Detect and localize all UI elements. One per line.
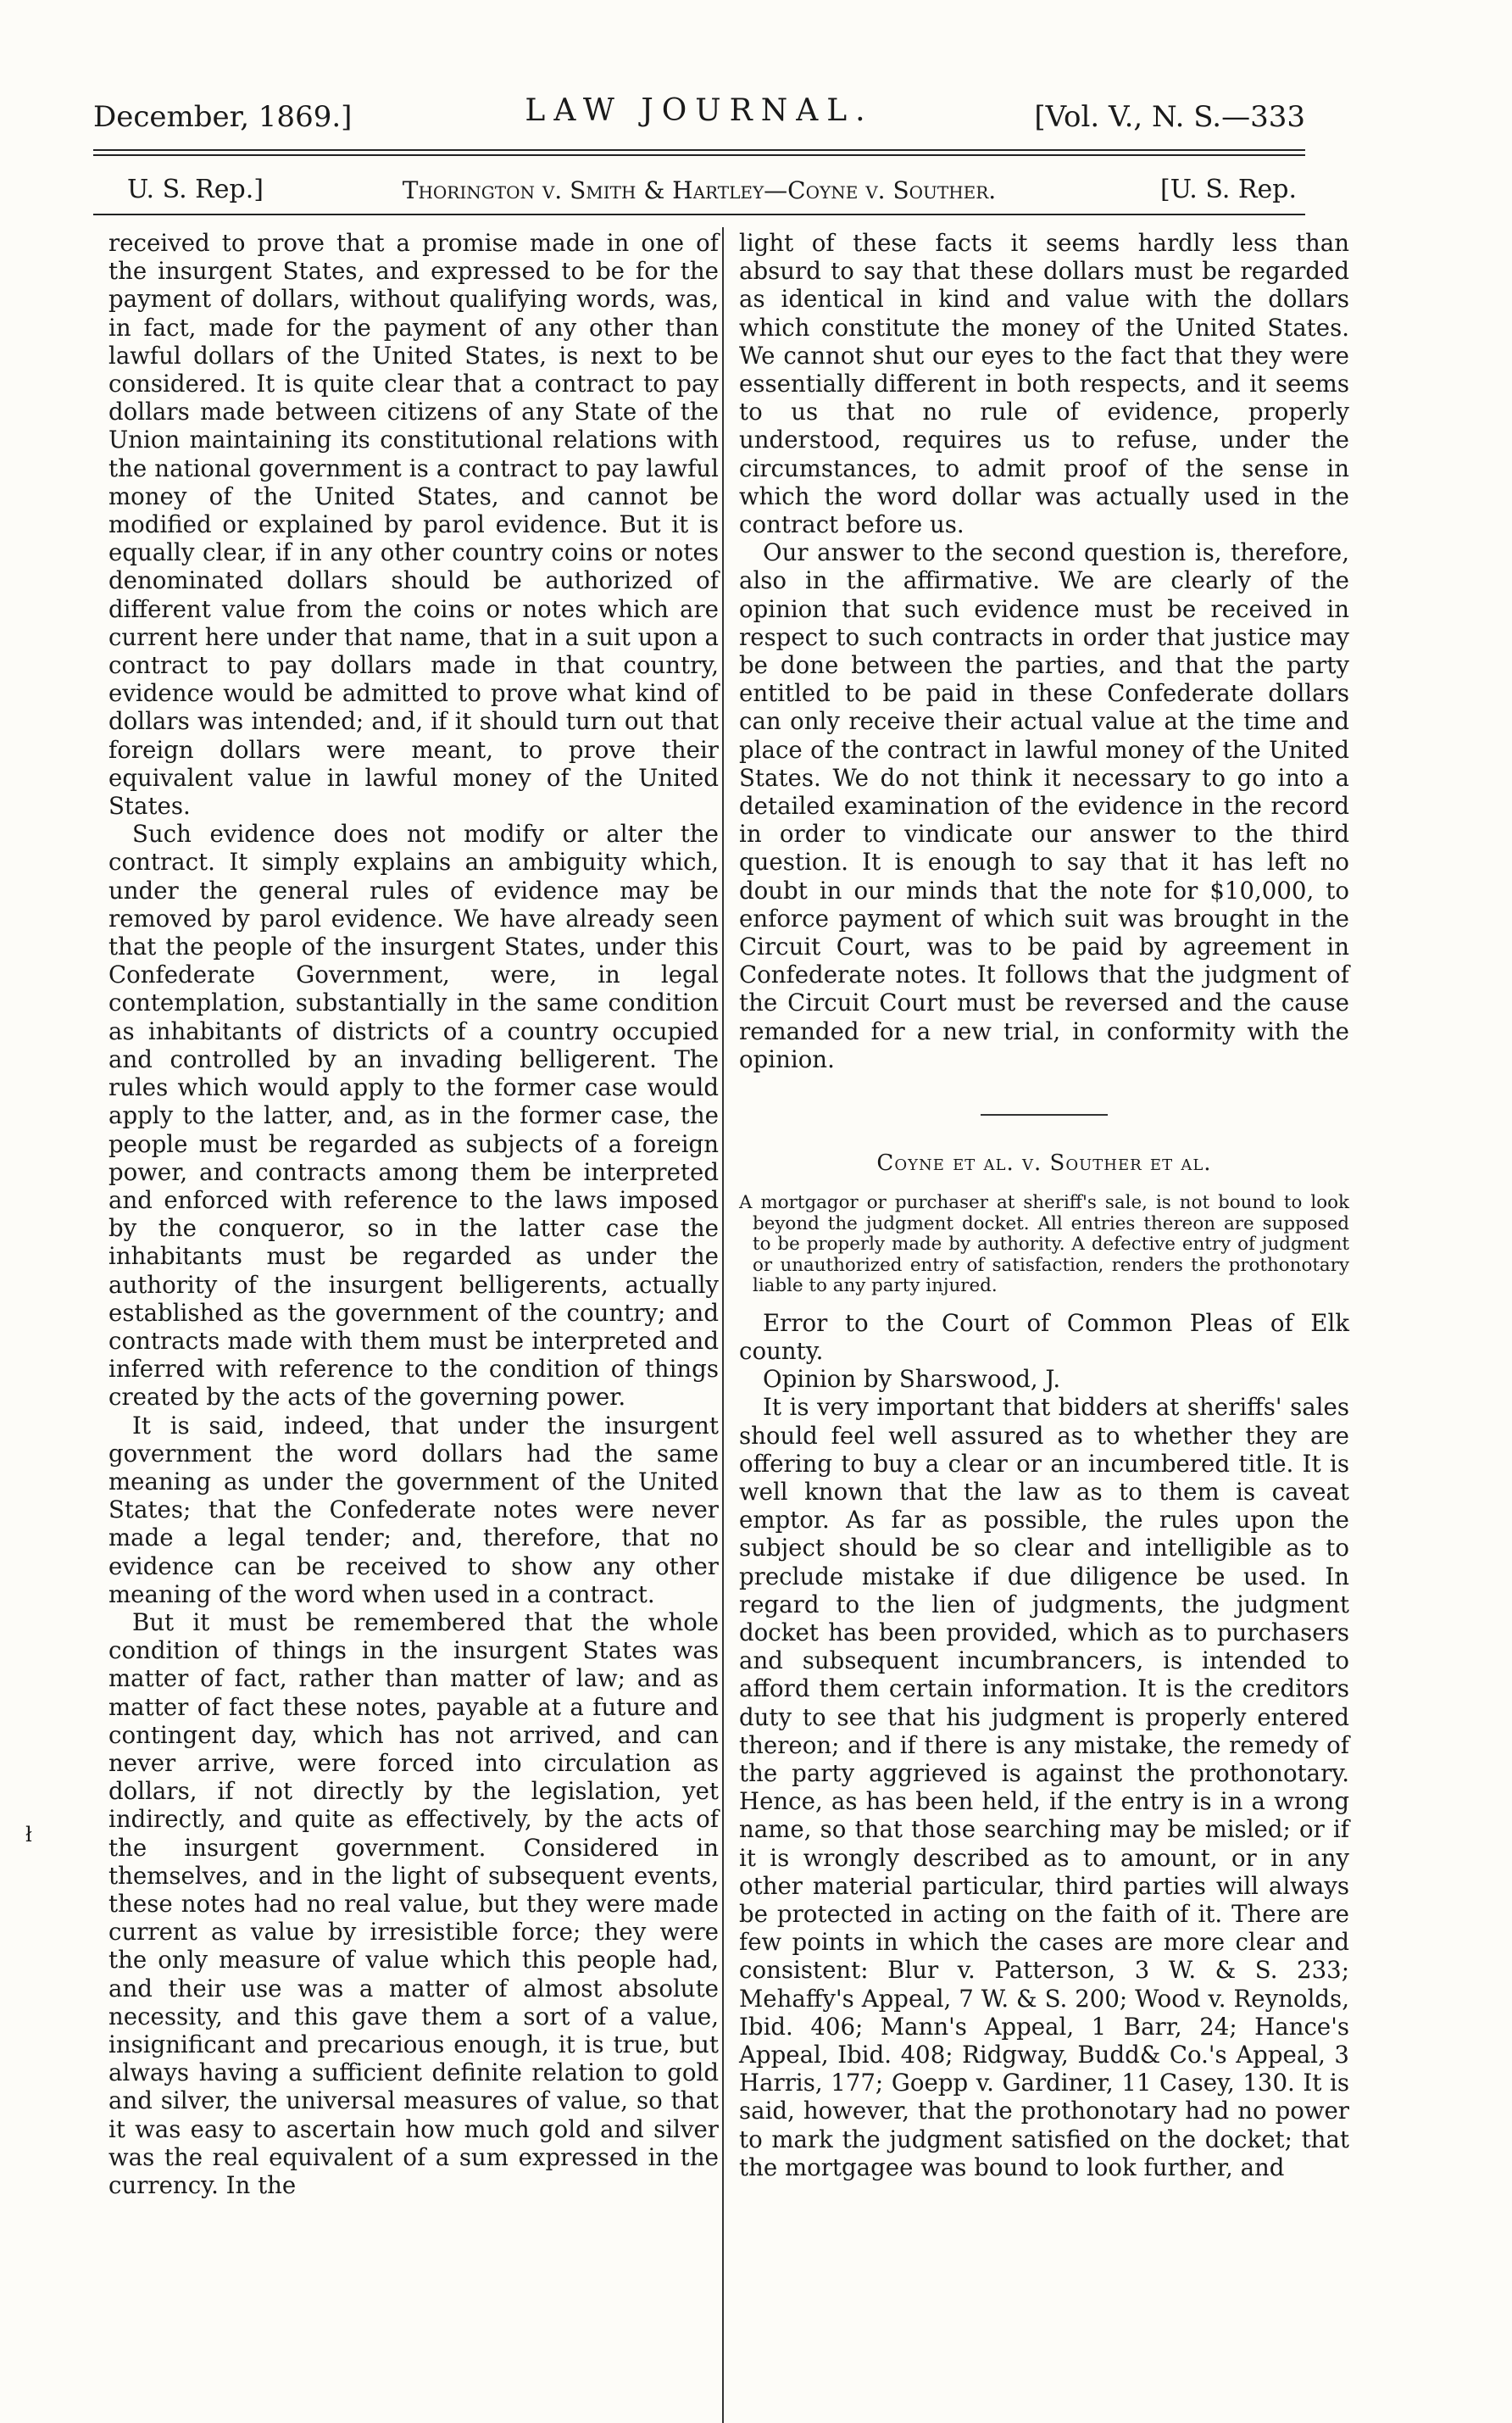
running-header — [93, 85, 1305, 136]
paragraph: But it must be remembered that the whole condition of things in the insurgent States was matter of fact, rather than matter of law; and as matter of fact these notes, payable at a future and contingent day, which has not arrived, and can never arrive, were forced into circulation as dollars, if not directly by the legislation, yet indirectly, and quite as effectively, by the acts of the insurgent government. Considered in themselves, and in the light of subsequent events, these notes had no real value, but they were made current as value by irresistible force; they were the only measure of value which this people had, and their use was a matter of almost absolute necessity, and this gave them a sort of a value, insignificant and precarious enough, it is true, but always having a sufficient definite relation to gold and silver, the universal measures of value, so that it was easy to ascertain how much gold and silver was the real equivalent of a sum expressed in the currency. In the — [108, 1607, 719, 2200]
left-column — [108, 229, 719, 2199]
paragraph: It is said, indeed, that under the insurgent government the word dollars had the same meaning as under the government of the United States; that the Confederate notes were never made a legal tender; and, therefore, that no evidence can be received to show any other meaning of the word when used in a contract. — [108, 1411, 719, 1608]
opinion-body: It is very important that bidders at sheriffs' sales should feel well assured as to whether they are offering to buy a clear or an incumbered title. It is well known that the law as to them is caveat emptor. As far as possible, the rules upon the subject should be so clear and intelligible as to preclude mistake if due diligence be used. In regard to the lien of judgments, the judgment docket has been provided, which as to purchasers and subsequent incumbrancers, is intended to afford them certain information. It is the creditors duty to see that his judgment is properly entered thereon; and if there is any mistake, the remedy of the party aggrieved is against the prothonotary. Hence, as has been held, if the entry is in a wrong name, so that those searching may be misled; or if it is wrongly described as to amount, or in any other material particular, third parties will always be protected in acting on the faith of it. There are few points in which the cases are more clear and consistent: Blur v. Patterson, 3 W. & S. 233; Mehaffy's Appeal, 7 W. & S. 200; Wood v. Reynolds, Ibid. 406; Mann's Appeal, 1 Barr, 24; Hance's Appeal, Ibid. 408; Ridgway, Budd& Co.'s Appeal, 3 Harris, 177; Goepp v. Gardiner, 11 Casey, 130. It is said, however, that the prothonotary had no power to mark the judgment satisfied on the docket; that the mortgagee was bound to look further, and — [739, 1393, 1349, 2181]
right-column — [739, 229, 1349, 2181]
case-separator — [981, 1114, 1108, 1116]
second-case-title: Coyne et al. v. Souther et al. — [876, 1150, 1212, 1177]
header-rule-top — [93, 149, 1305, 151]
subheader-left-rep: U. S. Rep.] — [127, 175, 264, 204]
subheader-cases: Thorington v. Smith & Hartley—Coyne v. Souther. — [402, 176, 997, 204]
error-line: Error to the Court of Common Pleas of Elk county. — [739, 1308, 1349, 1365]
journal-title: LAW JOURNAL. — [525, 93, 874, 128]
subheader-rule — [93, 214, 1305, 215]
opinion-by: Opinion by Sharswood, J. — [763, 1365, 1061, 1394]
margin-mark: ł — [25, 1823, 32, 1846]
case-syllabus: A mortgagor or purchaser at sheriff's sale, is not bound to look beyond the judgment docket. All entries thereon are supposed to be properly made by authority. A defective entry of judgment or unauthorized entry of satisfaction, renders the prothonotary liable to any party injured. — [739, 1192, 1349, 1297]
paragraph: received to prove that a promise made in one of the insurgent States, and expressed to be for the payment of dollars, without qualifying words, was, in fact, made for the payment of any other than lawful dollars of the United States, is next to be considered. It is quite clear that a contract to pay dollars made between citizens of any State of the Union maintaining its constitutional relations with the national government is a contract to pay lawful money of the United States, and cannot be modified or explained by parol evidence. But it is equally clear, if in any other country coins or notes denominated dollars should be authorized of different value from the coins or notes which are current here under that name, that in a suit upon a contract to pay dollars made in that country, evidence would be admitted to prove what kind of dollars was intended; and, if it should turn out that foreign dollars were meant, to prove their equivalent value in lawful money of the United States. — [108, 229, 719, 821]
paragraph: Our answer to the second question is, therefore, also in the affirmative. We are clearly of the opinion that such evidence must be received in respect to such contracts in order that justice may be done between the parties, and that the party entitled to be paid in these Confederate dollars can only receive their actual value at the time and place of the contract in lawful money of the United States. We do not think it necessary to go into a detailed examination of the evidence in the record in order to vindicate our answer to the third question. It is enough to say that it has left no doubt in our minds that the note for $10,000, to enforce payment of which suit was brought in the Circuit Court, was to be paid by agreement in Confederate notes. It follows that the judgment of the Circuit Court must be reversed and the cause remanded for a new trial, in conformity with the opinion. — [739, 538, 1349, 1073]
header-rule-bottom — [93, 154, 1305, 156]
paragraph: Such evidence does not modify or alter the contract. It simply explains an ambiguity which, under the general rules of evidence may be removed by parol evidence. We have already seen that the people of the insurgent States, under this Confederate Government, were, in legal contemplation, substantially in the same condition as inhabitants of districts of a country occupied and controlled by an invading belligerent. The rules which would apply to the former case would apply to the latter, and, as in the former case, the people must be regarded as subjects of a foreign power, and contracts among them be interpreted and enforced with reference to the laws imposed by the conqueror, so in the latter case the inhabitants must be regarded as under the authority of the insurgent belligerents, actually established as the government of the country; and contracts made with them must be interpreted and inferred with reference to the condition of things created by the acts of the governing power. — [108, 820, 719, 1412]
subheader-right-rep: [U. S. Rep. — [1160, 175, 1297, 204]
case-subheader — [93, 170, 1305, 212]
column-divider — [722, 227, 724, 2423]
paragraph: light of these facts it seems hardly less than absurd to say that these dollars must be regarded as identical in kind and value with the dollars which constitute the money of the United States. We cannot shut our eyes to the fact that they were essentially different in both respects, and it seems to us that no rule of evidence, properly understood, requires us to refuse, under the circumstances, to admit proof of the sense in which the word dollar was actually used in the contract before us. — [739, 229, 1349, 539]
header-volume: [Vol. V., N. S.—333 — [1034, 100, 1305, 134]
header-date: December, 1869.] — [93, 100, 353, 134]
